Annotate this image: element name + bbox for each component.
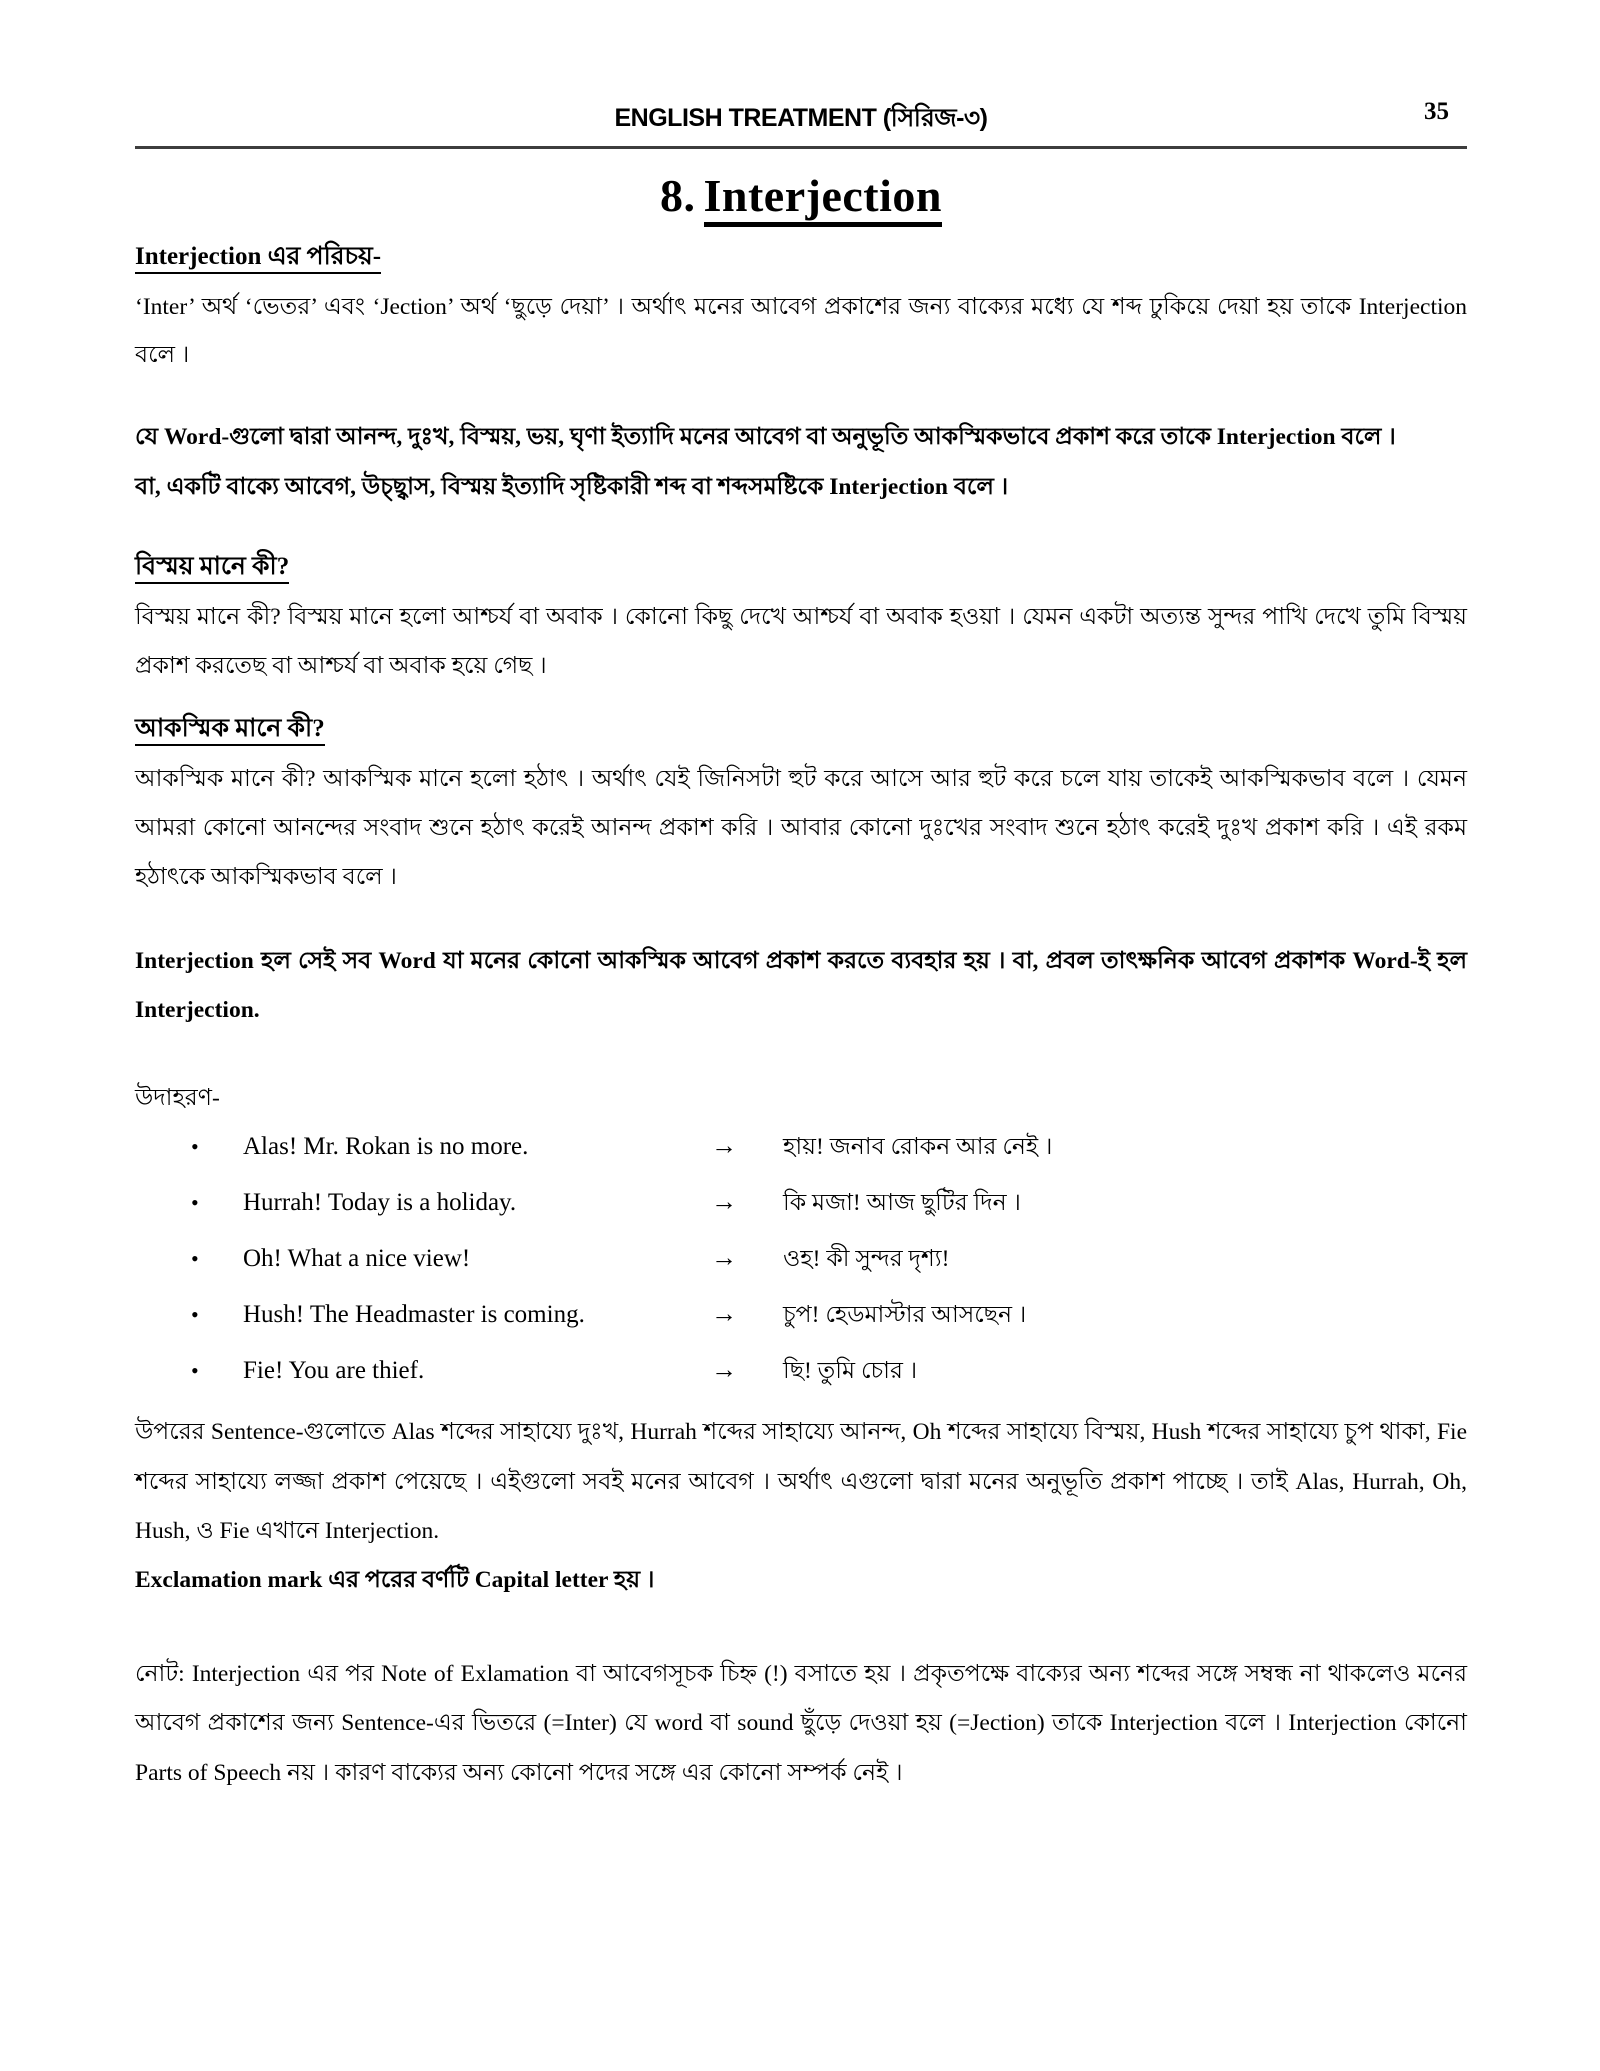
header-divider [135,146,1467,149]
bullet-icon: • [191,1246,199,1272]
capital-letter-rule: Exclamation mark এর পরের বর্ণটি Capital letter হয় । [135,1567,655,1594]
example-english: Alas! Mr. Rokan is no more. [243,1133,529,1161]
note-paragraph: নোট: Interjection এর পর Note of Exlamation বা আবেগসূচক চিহ্ন (!) বসাতে হয় । প্রকৃতপক্ষে বাক্যের অন্য শব্দের সঙ্গে সম্বন্ধ না থাকলেও মনের আবেগ প্রকাশের জন্য Sentence-এর ভিতরে (=Inter) যে word বা sound ছুঁড়ে দেওয়া হয় (=Jection) তাকে Interjection বলে । Interjection কোনো Parts of Speech নয় । কারণ বাক্যের অন্য কোনো পদের সঙ্গে এর কোনো সম্পর্ক নেই । [135,1660,1467,1786]
example-row [135,1296,1467,1335]
chapter-heading [135,169,1467,222]
spacer [135,692,1467,708]
example-bengali: হায়! জনাব রোকন আর নেই । [783,1134,1053,1161]
example-row [135,1184,1467,1223]
bullet-icon: • [191,1134,199,1160]
explanation-paragraph: উপরের Sentence-গুলোতে Alas শব্দের সাহায্যে দুঃখ, Hurrah শব্দের সাহায্যে আনন্দ, Oh শব্দের সাহায্যে বিস্ময়, Hush শব্দের সাহায্যে চুপ থাকা, Fie শব্দের সাহায্যে লজ্জা প্রকাশ পেয়েছে । এইগুলো সবই মনের আবেগ । অর্থাৎ এগুলো দ্বারা মনের অনুভূতি প্রকাশ পাচ্ছে । তাই Alas, Hurrah, Oh, Hush, ও Fie এখানে Interjection. [135,1419,1467,1545]
spacer [135,512,1467,546]
section-intro-heading-text: Interjection এর পরিচয়- [135,243,381,274]
spacer [135,1035,1467,1079]
bismoy-paragraph: বিস্ময় মানে কী? বিস্ময় মানে হলো আশ্চর্য বা অবাক । কোনো কিছু দেখে আশ্চর্য বা অবাক হওয়া । যেমন একটা অত্যন্ত সুন্দর পাখি দেখে তুমি বিস্ময় প্রকাশ করতেছ বা আশ্চর্য বা অবাক হয়ে গেছ । [135,604,1467,680]
example-english: Hurrah! Today is a holiday. [243,1189,517,1217]
arrow-icon: → [711,1131,737,1161]
arrow-icon: → [711,1243,737,1273]
section-akoshmik-heading-text: আকস্মিক মানে কী? [135,715,325,746]
definition-paragraph-1: যে Word-গুলো দ্বারা আনন্দ, দুঃখ, বিস্ময়, ভয়, ঘৃণা ইত্যাদি মনের আবেগ বা অনুভূতি আকস্মিকভাবে প্রকাশ করে তাকে Interjection বলে । [135,424,1396,451]
spacer [135,1606,1467,1650]
example-row [135,1128,1467,1167]
spacer [135,903,1467,937]
example-row [135,1240,1467,1279]
section-intro-heading [135,236,1467,279]
definition-paragraph-2: বা, একটি বাক্যে আবেগ, উচ্ছ্বাস, বিস্ময় ইত্যাদি সৃষ্টিকারী শব্দ বা শব্দসমষ্টিকে Interjection বলে । [135,473,1009,500]
chapter-number: 8. [660,170,696,221]
example-bengali: ছি! তুমি চোর । [783,1358,918,1385]
examples-heading: উদাহরণ- [135,1085,220,1112]
section-bismoy-heading-text: বিস্ময় মানে কী? [135,553,289,584]
example-bengali: ওহ! কী সুন্দর দৃশ্য! [783,1246,950,1273]
header-title: ENGLISH TREATMENT (সিরিজ-৩) [614,104,988,132]
chapter-title: Interjection [704,170,942,227]
interjection-definition-paragraph: Interjection হল সেই সব Word যা মনের কোনো আকস্মিক আবেগ প্রকাশ করতে ব্যবহার হয় । বা, প্রবল তাৎক্ষনিক আবেগ প্রকাশক Word-ই হল Interjection. [135,947,1467,1024]
arrow-icon: → [711,1299,737,1329]
example-english: Fie! You are thief. [243,1357,425,1385]
bullet-icon: • [191,1302,199,1328]
intro-paragraph: ‘Inter’ অর্থ ‘ভেতর’ এবং ‘Jection’ অর্থ ‘ছুড়ে দেয়া’ । অর্থাৎ মনের আবেগ প্রকাশের জন্য বাক্যের মধ্যে যে শব্দ ঢুকিয়ে দেয়া হয় তাকে Interjection বলে । [135,294,1467,369]
bullet-icon: • [191,1358,199,1384]
example-english: Hush! The Headmaster is coming. [243,1301,585,1329]
example-row [135,1352,1467,1391]
arrow-icon: → [711,1355,737,1385]
example-english: Oh! What a nice view! [243,1245,471,1273]
section-bismoy-heading [135,546,1467,589]
bullet-icon: • [191,1190,199,1216]
page-header [135,98,1467,132]
akoshmik-paragraph: আকস্মিক মানে কী? আকস্মিক মানে হলো হঠাৎ । অর্থাৎ যেই জিনিসটা হুট করে আসে আর হুট করে চলে যায় তাকেই আকস্মিকভাব বলে । যেমন আমরা কোনো আনন্দের সংবাদ শুনে হঠাৎ করেই আনন্দ প্রকাশ করি । আবার কোনো দুঃখের সংবাদ শুনে হঠাৎ করেই দুঃখ প্রকাশ করি । এই রকম হঠাৎকে আকস্মিকভাব বলে । [135,765,1467,891]
page-number: 35 [1424,98,1449,125]
section-akoshmik-heading [135,708,1467,751]
spacer [135,379,1467,413]
example-bengali: চুপ! হেডমাস্টার আসছেন । [783,1302,1027,1329]
example-bengali: কি মজা! আজ ছুটির দিন । [783,1190,1021,1217]
arrow-icon: → [711,1187,737,1217]
